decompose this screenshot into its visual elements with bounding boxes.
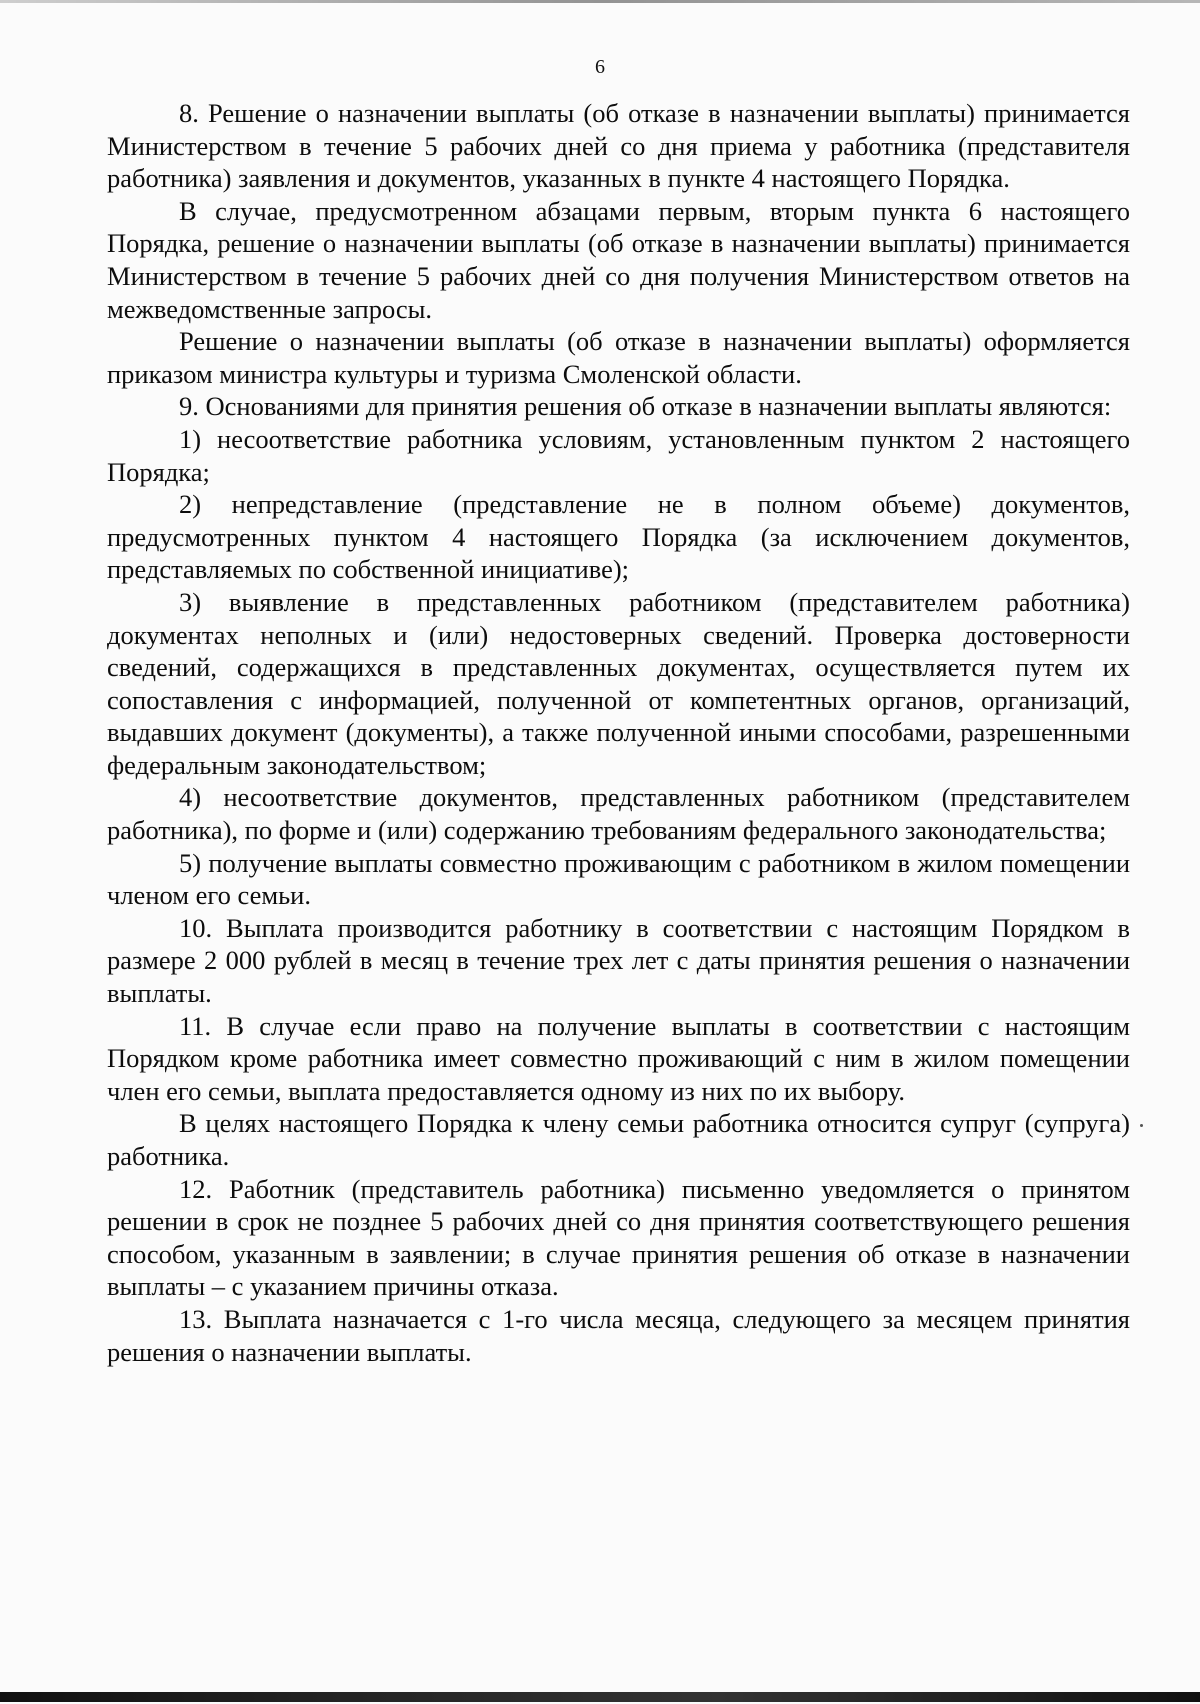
scan-edge-bottom [0, 1692, 1200, 1702]
paragraph-11: 11. В случае если право на получение выплаты в соответствии с настоящим Порядком кроме работника имеет совместно проживающий с ним в жилом помещении член его семьи, выплата предоставляется одному из них по их выбору. [107, 1010, 1130, 1106]
scan-edge-top [0, 0, 1200, 3]
paragraph-11-family: В целях настоящего Порядка к члену семьи работника относится супруг (супруга) работника. [107, 1108, 1130, 1171]
paragraph-8-case: В случае, предусмотренном абзацами первым, вторым пункта 6 настоящего Порядка, решение о назначении выплаты (об отказе в назначении выплаты) принимается Министерством в течение 5 рабочих дней со дня получения Министерством ответов на межведомственные запросы. [107, 195, 1130, 324]
paragraph-9-item-2: 2) непредставление (представление не в полном объеме) документов, предусмотренных пунктом 4 настоящего Порядка (за исключением документов, представляемых по собственной инициативе); [107, 489, 1130, 585]
paragraph-13: 13. Выплата назначается с 1-го числа месяца, следующего за месяцем принятия решения о назначении выплаты. [107, 1303, 1130, 1367]
paragraph-9-item-4: 4) несоответствие документов, представленных работником (представителем работника), по форме и (или) содержанию требованиям федерального законодательства; [107, 782, 1130, 846]
paragraph-9-item-1: 1) несоответствие работника условиям, установленным пунктом 2 настоящего Порядка; [107, 423, 1130, 487]
paragraph-9: 9. Основаниями для принятия решения об отказе в назначении выплаты являются: [179, 391, 1112, 422]
paragraph-10: 10. Выплата производится работнику в соответствии с настоящим Порядком в размере 2 000 рублей в месяц в течение трех лет с даты принятия решения о назначении выплаты. [107, 912, 1130, 1009]
page-number: 6 [595, 56, 605, 78]
document-body [107, 97, 1130, 1368]
paragraph-9-item-3: 3) выявление в представленных работником (представителем работника) документах неполных и (или) недостоверных сведений. Проверка достоверности сведений, содержащихся в представленных документах, осуществляется путем их сопоставления с информацией, полученной от компетентных органов, организаций, выдавших документ (документы), а также полученной иными способами, разрешенными федеральным законодательством; [107, 586, 1130, 780]
paragraph-8-order: Решение о назначении выплаты (об отказе в назначении выплаты) оформляется приказом министра культуры и туризма Смоленской области. [107, 326, 1130, 389]
paragraph-12: 12. Работник (представитель работника) письменно уведомляется о принятом решении в срок не позднее 5 рабочих дней со дня принятия соответствующего решения способом, указанным в заявлении; в случае принятия решения об отказе в назначении выплаты – с указанием причины отказа. [107, 1173, 1130, 1302]
scan-speck [1140, 1124, 1143, 1127]
paragraph-9-item-5: 5) получение выплаты совместно проживающим с работником в жилом помещении членом его семьи. [107, 847, 1130, 911]
paragraph-8: 8. Решение о назначении выплаты (об отказе в назначении выплаты) принимается Министерством в течение 5 рабочих дней со дня приема у работника (представителя работника) заявления и документов, указанных в пункте 4 настоящего Порядка. [107, 98, 1130, 194]
